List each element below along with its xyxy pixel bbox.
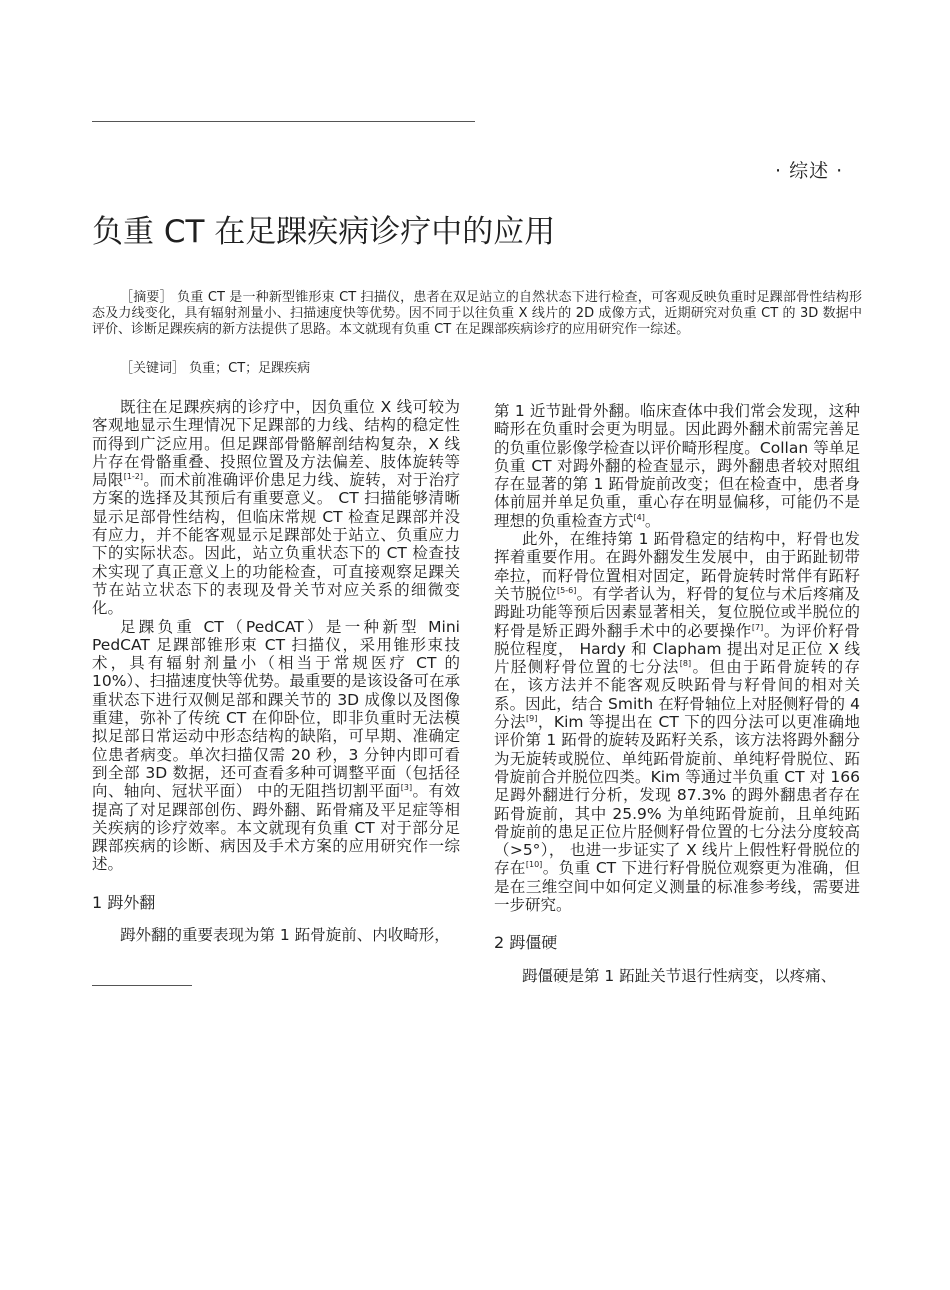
paragraph-text: 第 1 近节趾骨外翻。临床查体中我们常会发现，这种畸形在负重时会更为明显。因此𧿹外翻术前需完善足的负重位影像学检查以评价畸形程度。Collan 等单足负重 CT 对𧿹外翻的检查显示，𧿹外翻患者较对照组存在显著的第 1 跖骨旋前改变；但在检查中，患者身体前屈并单足负重，重心存在明显偏移，可能仍不是理想的负重检查方式 (494, 402, 860, 530)
paragraph (494, 402, 860, 530)
paragraph: 𧿹僵硬是第 1 跖趾关节退行性病变，以疼痛、 (522, 966, 837, 985)
citation: [3] (400, 783, 413, 793)
paragraph: 𧿹外翻的重要表现为第 1 跖骨旋前、内收畸形， (120, 926, 450, 945)
keywords-text: 负重；CT；足踝疾病 (189, 361, 311, 376)
paragraph (92, 618, 460, 874)
section-heading-1: 1 𧿹外翻 (92, 892, 156, 912)
paragraph-text: 。有学者认为，籽骨的复位与术后疼痛及𧿹趾功能等预后因素显著相关，复位脱位或半脱位的籽骨是矫正𧿹外翻手术中的必要操作 (494, 584, 860, 640)
citation: [5-6] (557, 585, 577, 595)
section-label: · 综述 · (775, 160, 844, 182)
paragraph-text: 。有效提高了对足踝部创伤、𧿹外翻、跖骨痛及平足症等相关疾病的诊疗效率。本文就现有负重 CT 对于部分足踝部疾病的诊断、病因及手术方案的应用研究作一综述。 (92, 782, 460, 874)
paragraph (92, 398, 460, 618)
abstract-label: ［摘要］ (120, 290, 173, 305)
paragraph-text: 。而术前准确评价患足力线、旋转，对于治疗方案的选择及其预后有重要意义。 CT 扫描能够清晰显示足部骨性结构，但临床常规 CT 检查足踝部并没有应力，并不能客观显示足踝部处于站立、负重应力下的实际状态。因此，站立负重状态下的 CT 检查技术实现了真正意义上的功能检查，可直接观察足踝关节在站立状态下的表现及骨关节对应关系的细微变化。 (92, 471, 460, 618)
abstract-text: 负重 CT 是一种新型锥形束 CT 扫描仪，患者在双足站立的自然状态下进行检查，可客观反映负重时足踝部骨性结构形态及力线变化，具有辐射剂量小、扫描速度快等优势。因不同于以往负重 X 线片的 2D 成像方式，近期研究对负重 CT 的 3D 数据中评价、诊断足踝疾病的新方法提供了思路。本文就现有负重 CT 在足踝部疾病诊疗的应用研究作一综述。 (92, 290, 862, 337)
paragraph-text: 足踝负重 CT（PedCAT）是一种新型 Mini PedCAT 足踝部锥形束 CT 扫描仪，采用锥形束技术，具有辐射剂量小（相当于常规医疗 CT 的 10%）、扫描速度快等优势。最重要的是该设备可在承重状态下进行双侧足部和踝关节的 3D 成像以及图像重建，弥补了传统 CT 在仰卧位，即非负重时无法模拟足部日常运动中形态结构的缺陷，可早期、准确定位患者病变。单次扫描仅需 20 秒，3 分钟内即可看到全部 3D 数据，还可查看多种可调整平面（包括径向、轴向、冠状平面） 中的无阻挡切割平面 (92, 617, 460, 801)
paragraph-text: 既往在足踝疾病的诊疗中，因负重位 X 线可较为客观地显示生理情况下足踝部的力线、结构的稳定性而得到广泛应用。但足踝部骨骼解剖结构复杂，X 线片存在骨骼重叠、投照位置及方法偏差、肢体旋转等局限 (92, 398, 460, 490)
paragraph-text: 。负重 CT 下进行籽骨脱位观察更为准确，但是在三维空间中如何定义测量的标准参考线，需要进一步研究。 (494, 859, 860, 915)
paragraph-text: 。为评价籽骨脱位程度， Hardy 和 Clapham 提出对足正位 X 线片胫侧籽骨位置的七分法 (494, 621, 860, 677)
paragraph (494, 530, 860, 914)
right-column (494, 402, 860, 985)
paragraph-text: ，Kim 等提出在 CT 下的四分法可以更准确地评价第 1 跖骨的旋转及跖籽关系，该方法将𧿹外翻分为无旋转或脱位、单纯跖骨旋前、单纯籽骨脱位、跖骨旋前合并脱位四类。Kim 等通过半负重 CT 对 166 足𧿹外翻进行分析，发现 87.3% 的𧿹外翻患者存在跖骨旋前，其中 25.9% 为单纯跖骨旋前，且单纯跖骨旋前的患足正位片胫侧籽骨位置的七分法分度较高（>5°）， 也进一步证实了 X 线片上假性籽骨脱位的存在 (494, 713, 860, 878)
article-title: 负重 CT 在足踝疾病诊疗中的应用 (92, 214, 556, 250)
citation: [10] (525, 860, 543, 870)
paragraph-text: 此外，在维持第 1 跖骨稳定的结构中，籽骨也发挥着重要作用。在𧿹外翻发生发展中，由于跖趾韧带牵拉，而籽骨位置相对固定，跖骨旋转时常伴有跖籽关节脱位 (494, 530, 860, 603)
section-heading-2: 2 𧿹僵硬 (494, 933, 558, 953)
citation: [9] (526, 714, 538, 724)
citation: [4] (633, 512, 645, 522)
left-column (92, 398, 460, 944)
top-rule (92, 121, 475, 122)
footnote-rule (92, 985, 192, 986)
citation: [1-2] (123, 472, 144, 482)
paragraph-text: 。 (644, 511, 661, 530)
paragraph-text: 。但由于跖骨旋转的存在，该方法并不能客观反映跖骨与籽骨间的相对关系。因此，结合 Smith 在籽骨轴位上对胫侧籽骨的 4 分法 (494, 658, 860, 732)
keywords (120, 357, 310, 376)
abstract (92, 290, 862, 338)
citation: [8] (679, 659, 692, 669)
citation: [7] (751, 622, 764, 632)
keywords-label: ［关键词］ (120, 361, 186, 376)
